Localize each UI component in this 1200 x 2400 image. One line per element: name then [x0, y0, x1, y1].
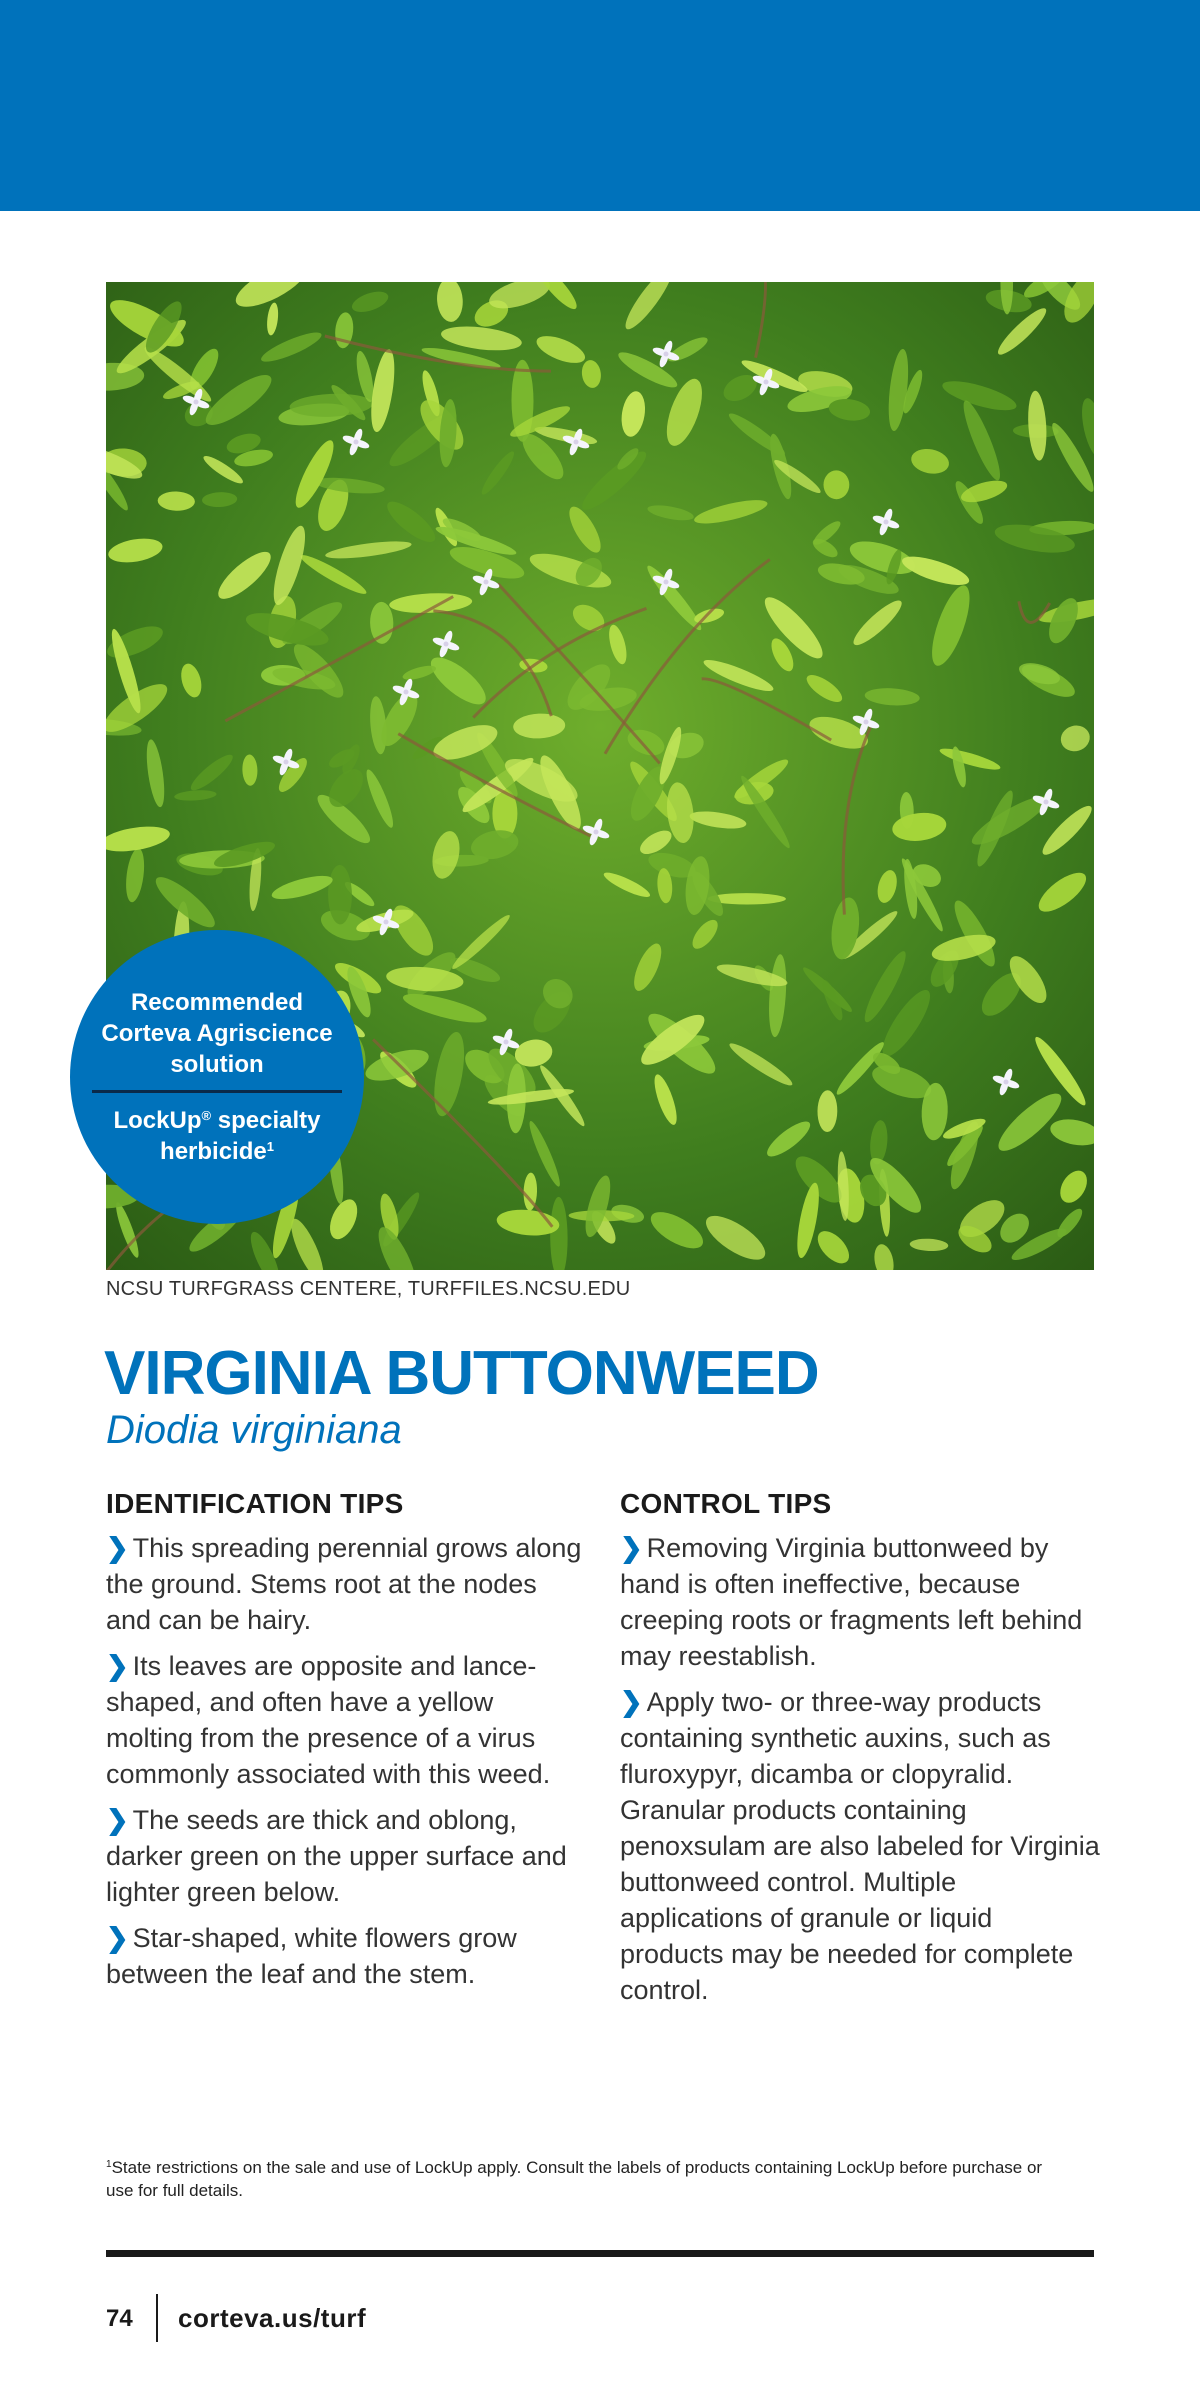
footer-divider: [106, 2250, 1094, 2257]
tip-text: Apply two- or three-way products containing synthetic auxins, such as fluroxypyr, dicamba or clopyralid. Granular products containing penoxsulam are also labeled for Virginia buttonweed control. Multiple applications of granule or liquid products may be needed for complete control.: [620, 1687, 1100, 2005]
footer-separator: [156, 2294, 158, 2342]
tip-text: Star-shaped, white flowers grow between the leaf and the stem.: [106, 1923, 517, 1989]
tip-item: [620, 1684, 1100, 2008]
control-tips: [620, 1488, 1100, 2018]
footnote: [106, 2156, 1066, 2202]
footnote-text: State restrictions on the sale and use of LockUp apply. Consult the labels of products containing LockUp before purchase or use for full details.: [106, 2158, 1043, 2200]
tip-item: [106, 1802, 586, 1910]
badge-heading: Recommended Corteva Agriscience solution: [101, 989, 333, 1078]
website-link[interactable]: corteva.us/turf: [178, 2303, 367, 2333]
registered-mark: ®: [201, 1108, 212, 1123]
identification-tips: [106, 1488, 586, 2002]
chevron-right-icon: ❯: [106, 1923, 129, 1953]
recommended-solution-badge: [70, 930, 364, 1224]
tip-text: This spreading perennial grows along the ground. Stems root at the nodes and can be hairy.: [106, 1533, 582, 1635]
tip-item: [620, 1530, 1100, 1674]
badge-divider: [92, 1090, 342, 1093]
photo-credit: NCSU TURFGRASS CENTERE, TURFFILES.NCSU.EDU: [106, 1278, 631, 1300]
chevron-right-icon: ❯: [620, 1687, 643, 1717]
control-tips-heading: CONTROL TIPS: [620, 1488, 832, 1519]
tip-item: [106, 1530, 586, 1638]
page-title: VIRGINIA BUTTONWEED: [104, 1339, 819, 1408]
chevron-right-icon: ❯: [620, 1533, 643, 1563]
tip-text: The seeds are thick and oblong, darker green on the upper surface and lighter green below.: [106, 1805, 567, 1907]
tip-item: [106, 1648, 586, 1792]
header-band: [0, 0, 1200, 211]
chevron-right-icon: ❯: [106, 1651, 129, 1681]
badge-product-suffix: specialty herbicide: [160, 1107, 321, 1165]
page-number: 74: [106, 2305, 133, 2332]
identification-tips-heading: IDENTIFICATION TIPS: [106, 1488, 404, 1519]
chevron-right-icon: ❯: [106, 1533, 129, 1563]
badge-product: [102, 1105, 332, 1167]
badge-product-name: LockUp: [113, 1107, 202, 1134]
tip-text: Removing Virginia buttonweed by hand is often ineffective, because creeping roots or fragments left behind may reestablish.: [620, 1533, 1083, 1671]
chevron-right-icon: ❯: [106, 1805, 129, 1835]
badge-footnote-ref: 1: [266, 1139, 274, 1154]
footnote-marker: 1: [106, 2159, 112, 2170]
scientific-name: Diodia virginiana: [106, 1408, 402, 1452]
tip-text: Its leaves are opposite and lance-shaped, and often have a yellow molting from the presence of a virus commonly associated with this weed.: [106, 1651, 551, 1789]
tip-item: [106, 1920, 586, 1992]
